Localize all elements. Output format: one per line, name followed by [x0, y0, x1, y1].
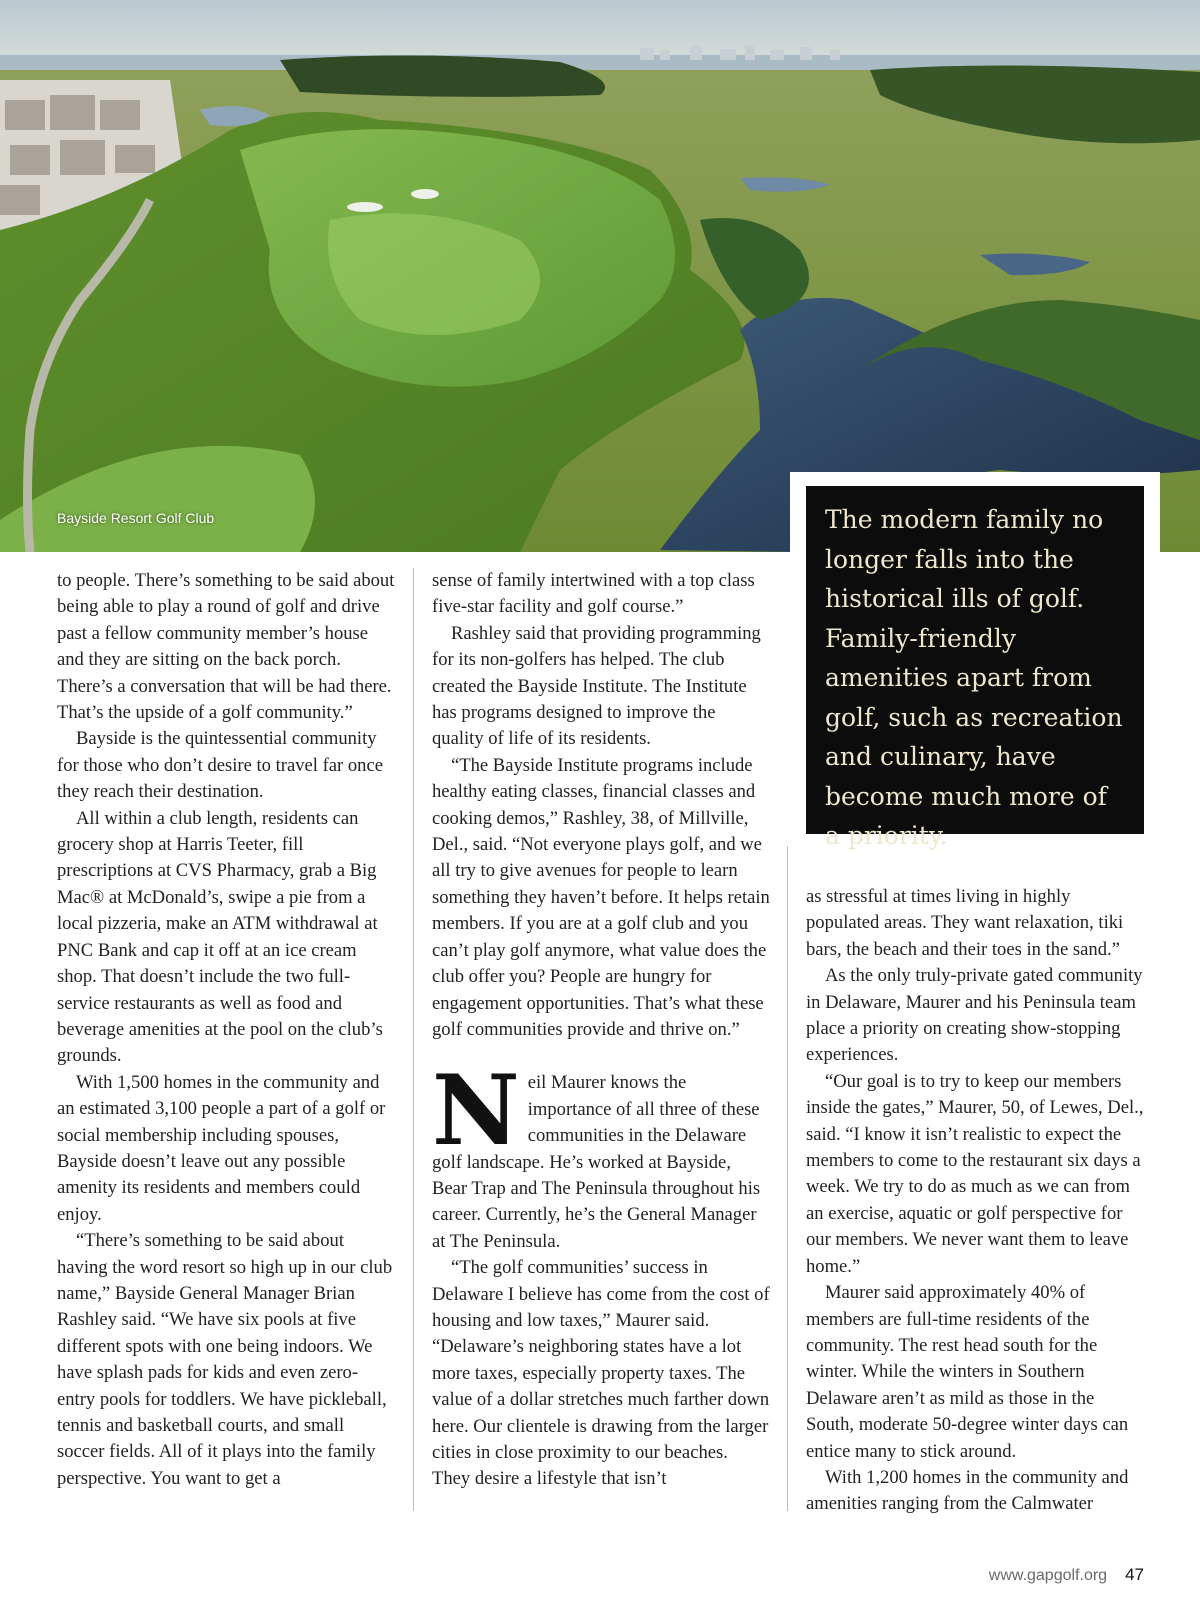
paragraph: As the only truly-private gated community in Delaware, Maurer and his Peninsula team place a priority on creating show-stopping experiences. [806, 965, 1143, 1066]
paragraph: Maurer said approximately 40% of members are full-time residents of the community. The rest head south for the winter. While the winters in Southern Delaware aren’t as mild as those in the South, moderate 50-degree winter days can entice many to stick around. [806, 1282, 1129, 1462]
paragraph: All within a club length, residents can grocery shop at Harris Teeter, fill prescriptions at CVS Pharmacy, grab a Big Mac® at McDonald’s, swipe a pie from a local pizzeria, make an ATM withdrawal at PNC Bank and cap it off at an ice cream shop. That doesn’t include the two full-service restaurants as well as food and beverage amenities at the pool on the club’s grounds. [57, 807, 383, 1067]
paragraph: “The Bayside Institute programs include healthy eating classes, financial classes and cooking demos,” Rashley, 38, of Millville, Del., said. “Not everyone plays golf, and we all try to give avenues for people to learn something they haven’t before. It helps retain members. If you are at a golf club and you can’t play golf anymore, what value does the club offer you? People are hungry for engagement opportunities. That’s what these golf communities provide and thrive on.” [432, 754, 770, 1040]
footer-url: www.gapgolf.org [988, 1567, 1108, 1584]
dropcap-paragraph-text: eil Maurer knows the importance of all three of these communities in the Delaware golf landscape. He’s worked at Bayside, Bear Trap and The Peninsula throughout his career. Currently, he’s the General Manager at The Peninsula. [432, 1072, 761, 1252]
column-divider [413, 568, 414, 1511]
article-column-2 [432, 568, 770, 1493]
golf-course-aerial-image [0, 0, 1200, 552]
page-number: 47 [1125, 1565, 1144, 1584]
page-footer [989, 1565, 1144, 1585]
paragraph: “There’s something to be said about having the word resort so high up in our club name,” Bayside General Manager Brian Rashley said. “We have six pools at five different spots with one being indoors. We have splash pads for kids and even zero-entry pools for toddlers. We have pickleball, tennis and basketball courts, and small soccer fields. All of it plays into the family perspective. You want to get a [57, 1230, 393, 1489]
column-divider [787, 846, 788, 1511]
hero-photo [0, 0, 1200, 552]
paragraph: Bayside is the quintessential community for those who don’t desire to travel far once they reach their destination. [57, 728, 383, 803]
photo-caption: Bayside Resort Golf Club [57, 510, 215, 526]
article-column-1 [57, 568, 395, 1492]
paragraph: With 1,200 homes in the community and amenities ranging from the Calmwater [806, 1466, 1129, 1515]
paragraph: as stressful at times living in highly populated areas. They want relaxation, tiki bars, the beach and their toes in the sand.” [806, 886, 1124, 960]
drop-cap: N [432, 1054, 520, 1168]
paragraph: Rashley said that providing programming for its non-golfers has helped. The club created the Bayside Institute. The Institute has programs designed to improve the quality of life of its residents. [432, 622, 761, 750]
paragraph: sense of family intertwined with a top class five-star facility and golf course.” [432, 570, 755, 618]
paragraph: With 1,500 homes in the community and an estimated 3,100 people a part of a golf or social membership including spouses, Bayside doesn’t leave out any possible amenity its residents and members could enjoy. [57, 1071, 386, 1225]
paragraph [432, 1054, 770, 1255]
paragraph: to people. There’s something to be said about being able to play a round of golf and drive past a fellow community member’s house and they are sitting on the back porch. There’s a conversation that will be had there. That’s the upside of a golf community.” [57, 570, 395, 724]
pull-quote: The modern family no longer falls into the historical ills of golf. Family-friendly amenities apart from golf, such as recreation and culinary, have become much more of a priority. [806, 486, 1144, 834]
article-column-3 [806, 884, 1144, 1518]
paragraph: “Our goal is to try to keep our members inside the gates,” Maurer, 50, of Lewes, Del., said. “I know it isn’t realistic to expect the members to come to the restaurant six days a week. We try to do as much as we can from an exercise, aquatic or golf perspective for our members. We never want them to leave home.” [806, 1070, 1144, 1277]
paragraph: “The golf communities’ success in Delaware I believe has come from the cost of housing and low taxes,” Maurer said. “Delaware’s neighboring states have a lot more taxes, especially property taxes. The value of a dollar stretches much farther down here. Our clientele is drawing from the larger cities in close proximity to our beaches. They desire a lifestyle that isn’t [432, 1257, 770, 1490]
